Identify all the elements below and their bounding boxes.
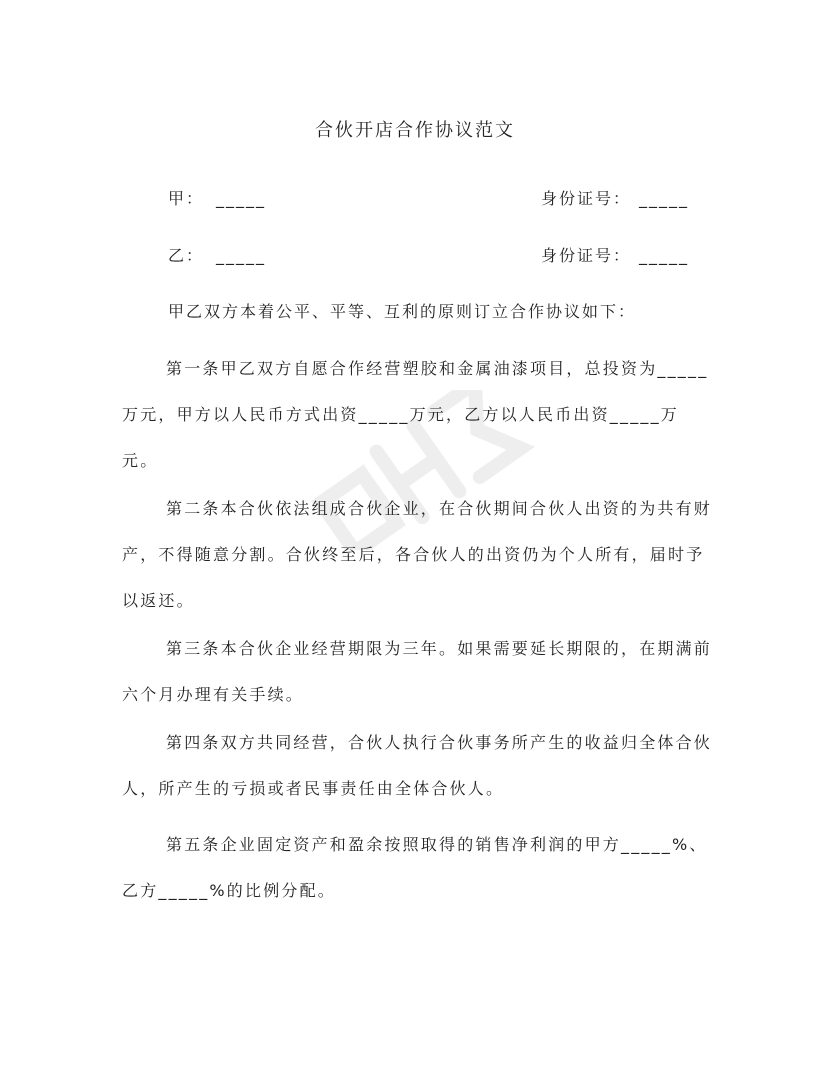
article-5: 第五条企业固定资产和盈余按照取得的销售净利润的甲方_____%、乙方_____%的比例分配。 (122, 835, 708, 900)
article-3: 第三条本合伙企业经营期限为三年。如果需要延长期限的，在期满前六个月办理有关手续。 (122, 639, 713, 704)
article-4: 第四条双方共同经营，合伙人执行合伙事务所产生的收益归全体合伙人，所产生的亏损或者民事责任由全体合伙人。 (122, 733, 713, 798)
party-b-id-blank: _____ (639, 246, 690, 265)
party-a-id: 身份证号： _____ (541, 189, 690, 208)
article-1: 第一条甲乙双方自愿合作经营塑胶和金属油漆项目，总投资为_____万元，甲方以人民币方式出资_____万元，乙方以人民币出资_____万元。 (122, 359, 709, 470)
article-2: 第二条本合伙依法组成合伙企业，在合伙期间合伙人出资的为共有财产，不得随意分割。合伙终至后，各合伙人的出资仍为个人所有，届时予以返还。 (122, 499, 713, 610)
party-a-blank: _____ (216, 189, 267, 208)
party-a-label: 甲： _____ (168, 189, 267, 208)
intro-text: 甲乙双方本着公平、平等、互利的原则订立合作协议如下： (168, 302, 637, 321)
document-title: 合伙开店合作协议范文 (315, 120, 515, 141)
party-b-blank: _____ (216, 246, 267, 265)
party-b-label: 乙： _____ (168, 246, 267, 265)
party-b-id: 身份证号： _____ (541, 246, 690, 265)
party-a-id-blank: _____ (639, 189, 690, 208)
